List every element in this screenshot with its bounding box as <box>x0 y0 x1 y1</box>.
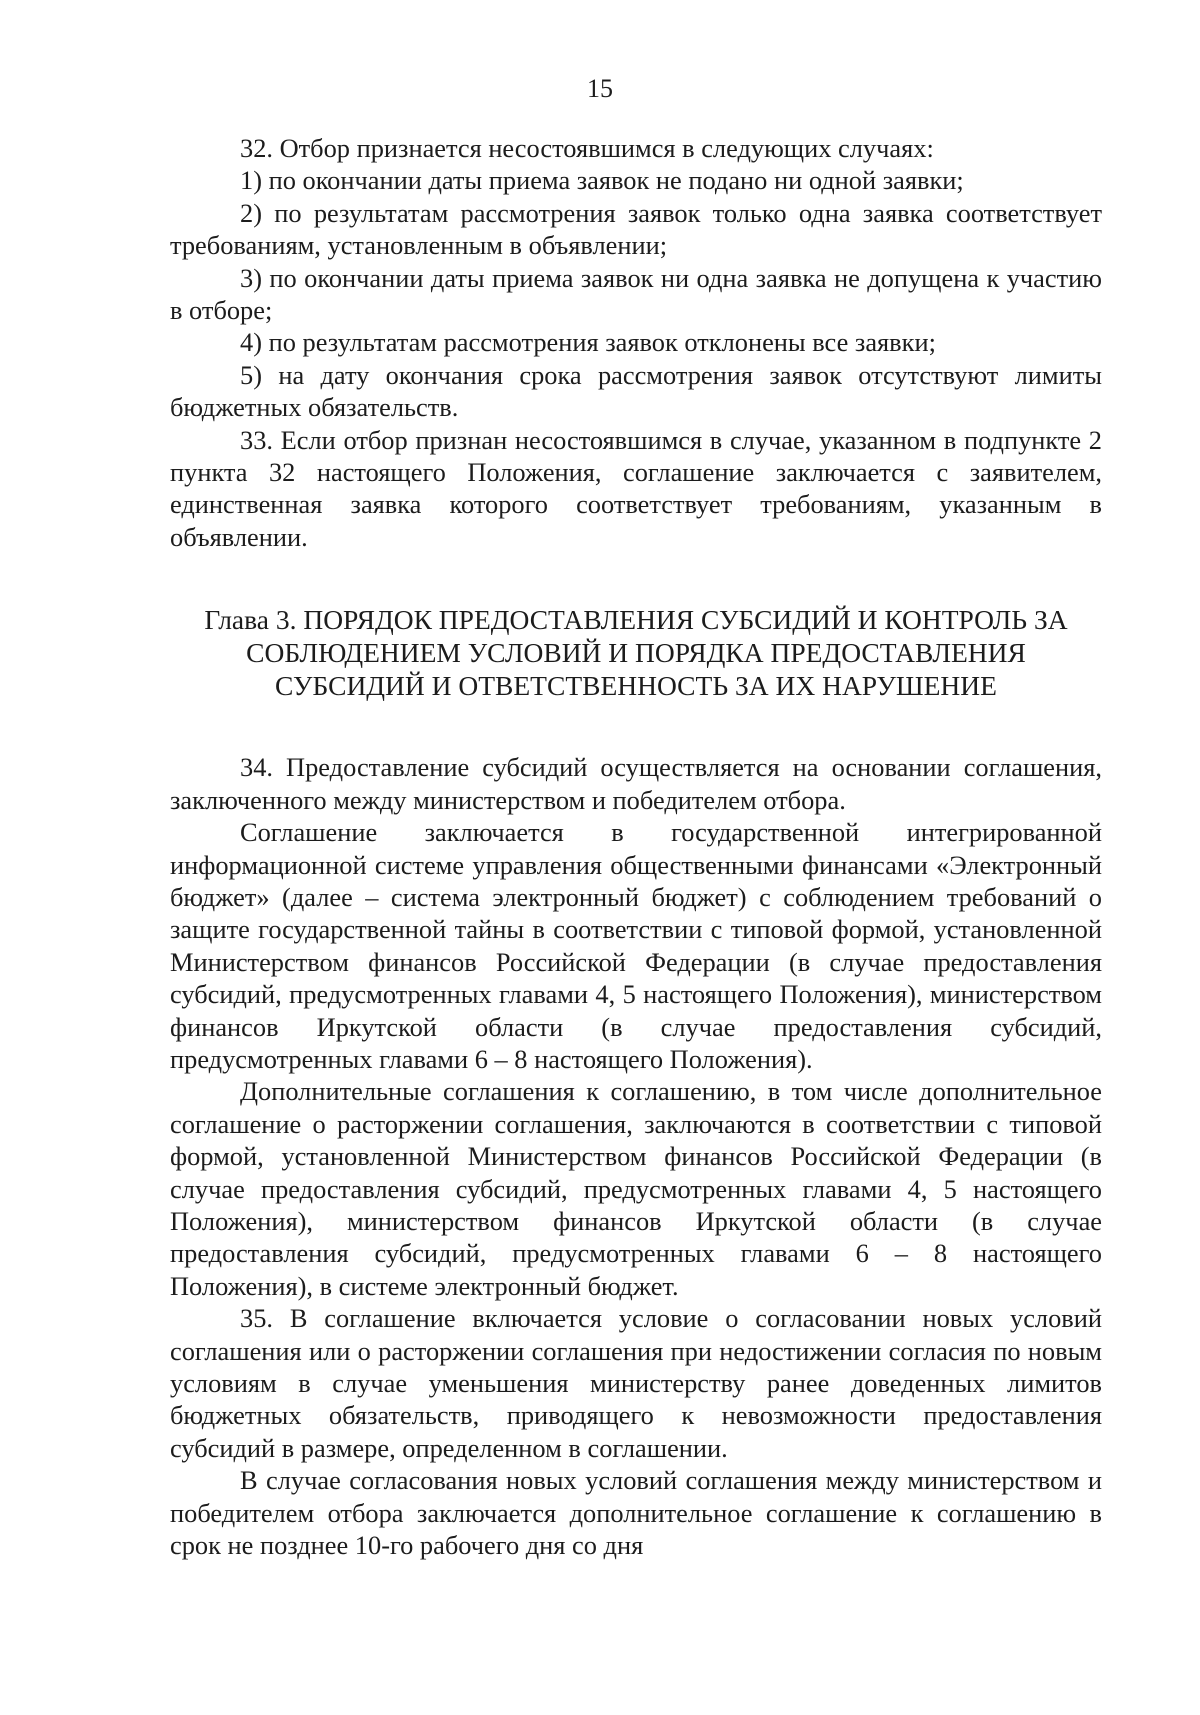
list-item-4: 4) по результатам рассмотрения заявок отклонены все заявки; <box>240 327 936 358</box>
chapter-heading-line-3: СУБСИДИЙ И ОТВЕТСТВЕННОСТЬ ЗА ИХ НАРУШЕНИЕ <box>275 670 997 702</box>
paragraph-32: 32. Отбор признается несостоявшимся в следующих случаях: <box>240 133 934 163</box>
paragraph-34: 34. Предоставление субсидий осуществляется на основании соглашения, заключенного между министерством и победителем отбора. <box>170 752 1102 815</box>
list-item-2: 2) по результатам рассмотрения заявок только одна заявка соответствует требованиям, установленным в объявлении; <box>170 197 1102 261</box>
paragraph-33: 33. Если отбор признан несостоявшимся в случае, указанном в подпункте 2 пункта 32 настоящего Положения, соглашение заключается с заявителем, единственная заявка которого соответствует требованиям, указанным в объявлении. <box>170 424 1102 552</box>
page-body <box>170 132 1102 1561</box>
paragraph-agreement-system: Соглашение заключается в государственной интегрированной информационной системе управления общественными финансами «Электронный бюджет» (далее – система электронный бюджет) с соблюдением требований о защите государственной тайны в соответствии с типовой формой, установленной Министерством финансов Российской Федерации (в случае предоставления субсидий, предусмотренных главами 4, 5 настоящего Положения), министерством финансов Иркутской области (в случае предоставления субсидий, предусмотренных главами 6 – 8 настоящего Положения). <box>170 817 1102 1074</box>
chapter-heading-line-1: Глава 3. ПОРЯДОК ПРЕДОСТАВЛЕНИЯ СУБСИДИЙ И КОНТРОЛЬ ЗА <box>204 604 1068 636</box>
chapter-heading <box>170 603 1102 702</box>
paragraph-35: 35. В соглашение включается условие о согласовании новых условий соглашения или о расторжении соглашения при недостижении согласия по новым условиям в случае уменьшения министерству ранее доведенных лимитов бюджетных обязательств, приводящего к невозможности предоставления субсидий в размере, определенном в соглашении. <box>170 1303 1102 1463</box>
paragraph-additional-agreements: Дополнительные соглашения к соглашению, в том числе дополнительное соглашение о расторжении соглашения, заключаются в соответствии с типовой формой, установленной Министерством финансов Российской Федерации (в случае предоставления субсидий, предусмотренных главами 4, 5 настоящего Положения), министерством финансов Иркутской области (в случае предоставления субсидий, предусмотренных главами 6 – 8 настоящего Положения), в системе электронный бюджет. <box>170 1076 1102 1301</box>
paragraph-new-conditions: В случае согласования новых условий соглашения между министерством и победителем отбора заключается дополнительное соглашение к соглашению в срок не позднее 10-го рабочего дня со дня <box>170 1465 1102 1561</box>
list-item-5: 5) на дату окончания срока рассмотрения заявок отсутствуют лимиты бюджетных обязательств. <box>170 359 1102 423</box>
page-number: 15 <box>587 74 613 103</box>
list-item-1: 1) по окончании даты приема заявок не подано ни одной заявки; <box>240 165 964 196</box>
chapter-heading-line-2: СОБЛЮДЕНИЕМ УСЛОВИЙ И ПОРЯДКА ПРЕДОСТАВЛЕНИЯ <box>246 637 1026 669</box>
list-item-3: 3) по окончании даты приема заявок ни одна заявка не допущена к участию в отборе; <box>170 262 1102 326</box>
